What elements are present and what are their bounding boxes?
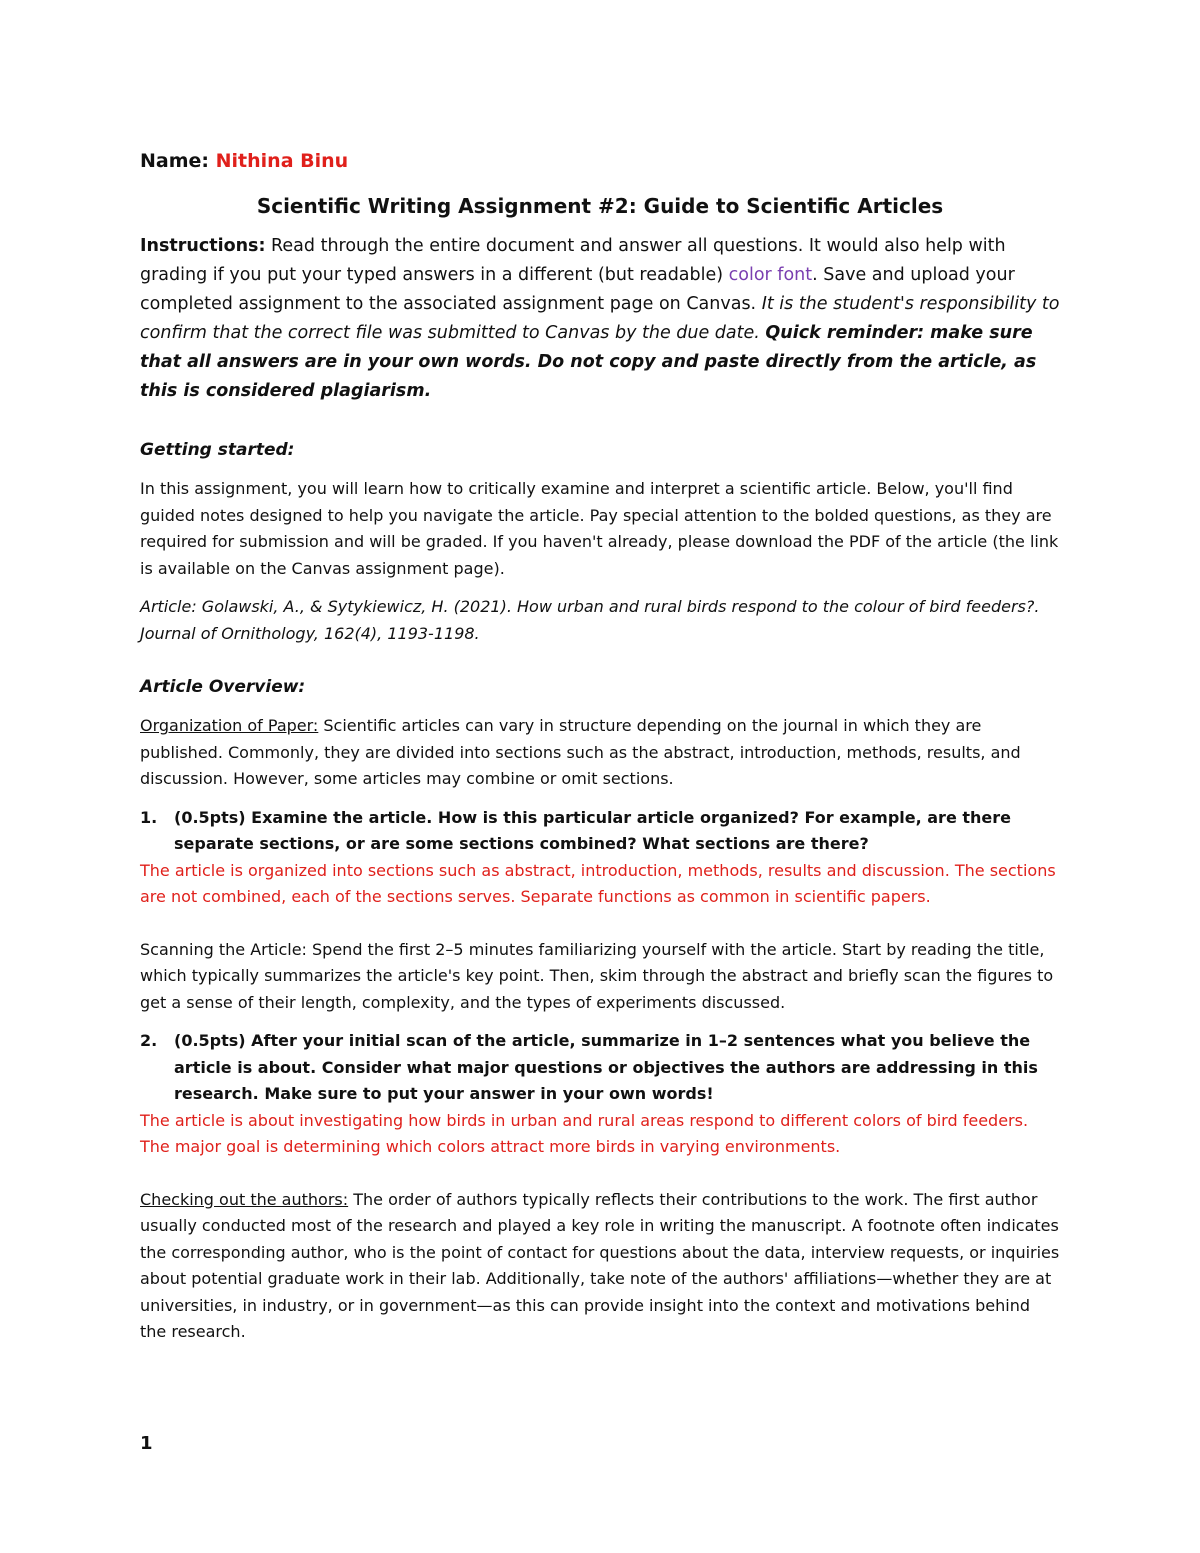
question-2-number: 2.	[140, 1031, 158, 1050]
instructions-paragraph	[140, 232, 1060, 406]
question-2	[140, 1028, 1060, 1108]
page-number: 1	[140, 1433, 153, 1454]
organization-paragraph	[140, 713, 1060, 793]
authors-text: The order of authors typically reflects their contributions to the work. The first author usually conducted most of the research and played a key role in writing the manuscript. A footnote often indicates the corresponding author, who is the point of contact for questions about the data, interview requests, or inquiries about potential graduate work in their lab. Additionally, take note of the authors' affiliations—whether they are at universities, in industry, or in government—as this can provide insight into the context and motivations behind the research.	[140, 1189, 1060, 1341]
name-label: Name:	[140, 150, 210, 172]
instructions-text-1: Read through the entire document and answer all questions. It would also help with grading if you put your typed answers in a different (but readable)	[140, 236, 1006, 285]
organization-label: Organization of Paper:	[140, 716, 319, 735]
getting-started-body: In this assignment, you will learn how to critically examine and interpret a scientific article. Below, you'll find guided notes designed to help you navigate the article. Pay special attention to the bolded questions, as they are required for submission and will be graded. If you haven't already, please download the PDF of the article (the link is available on the Canvas assignment page).	[140, 479, 1059, 578]
article-citation: Article: Golawski, A., & Sytykiewicz, H. (2021). How urban and rural birds respond to the colour of bird feeders?. Journal of Ornithology, 162(4), 1193-1198.	[140, 597, 1040, 643]
question-1-text: (0.5pts) Examine the article. How is this particular article organized? For example, are there separate sections, or are some sections combined? What sections are there?	[174, 807, 1011, 853]
scanning-paragraph: Scanning the Article: Spend the first 2–5 minutes familiarizing yourself with the article. Start by reading the title, which typically summarizes the article's key point. Then, skim through the abstract and briefly scan the figures to get a sense of their length, complexity, and the types of experiments discussed.	[140, 939, 1054, 1012]
question-1-number: 1.	[140, 807, 158, 827]
question-2-text: (0.5pts) After your initial scan of the article, summarize in 1–2 sentences what you believe the article is about. Consider what major questions or objectives the authors are addressing in this research. Make sure to put your answer in your own words!	[174, 1031, 1038, 1103]
authors-label: Checking out the authors:	[140, 1189, 349, 1209]
answer-1: The article is organized into sections such as abstract, introduction, methods, results and discussion. The sections are not combined, each of the sections serves. Separate functions as common in scientific papers.	[140, 860, 1056, 906]
student-name: Nithina Binu	[215, 150, 349, 172]
color-font-text: color font	[728, 265, 813, 285]
question-1	[140, 805, 1060, 858]
organization-text: Scientific articles can vary in structure depending on the journal in which they are published. Commonly, they are divided into sections such as the abstract, introduction, methods, results, and discussion. However, some articles may combine or omit sections.	[140, 716, 1021, 788]
answer-2: The article is about investigating how birds in urban and rural areas respond to different colors of bird feeders. The major goal is determining which colors attract more birds in varying environments.	[140, 1110, 1029, 1156]
instructions-reminder: Quick reminder: make sure that all answers are in your own words. Do not copy and paste directly from the article, as this is considered plagiarism.	[140, 323, 1037, 401]
document-title: Scientific Writing Assignment #2: Guide to Scientific Articles	[256, 194, 944, 218]
article-overview-heading: Article Overview:	[140, 677, 306, 697]
getting-started-heading: Getting started:	[140, 440, 295, 460]
authors-paragraph	[140, 1187, 1060, 1346]
instructions-label: Instructions:	[140, 236, 266, 256]
instructions-responsibility: It is the student's responsibility to confirm that the correct file was submitted to Canvas by the due date.	[140, 294, 1060, 343]
instructions-text-2: . Save and upload your completed assignment to the associated assignment page on Canvas.	[140, 265, 1015, 314]
student-name-line	[140, 150, 1060, 172]
